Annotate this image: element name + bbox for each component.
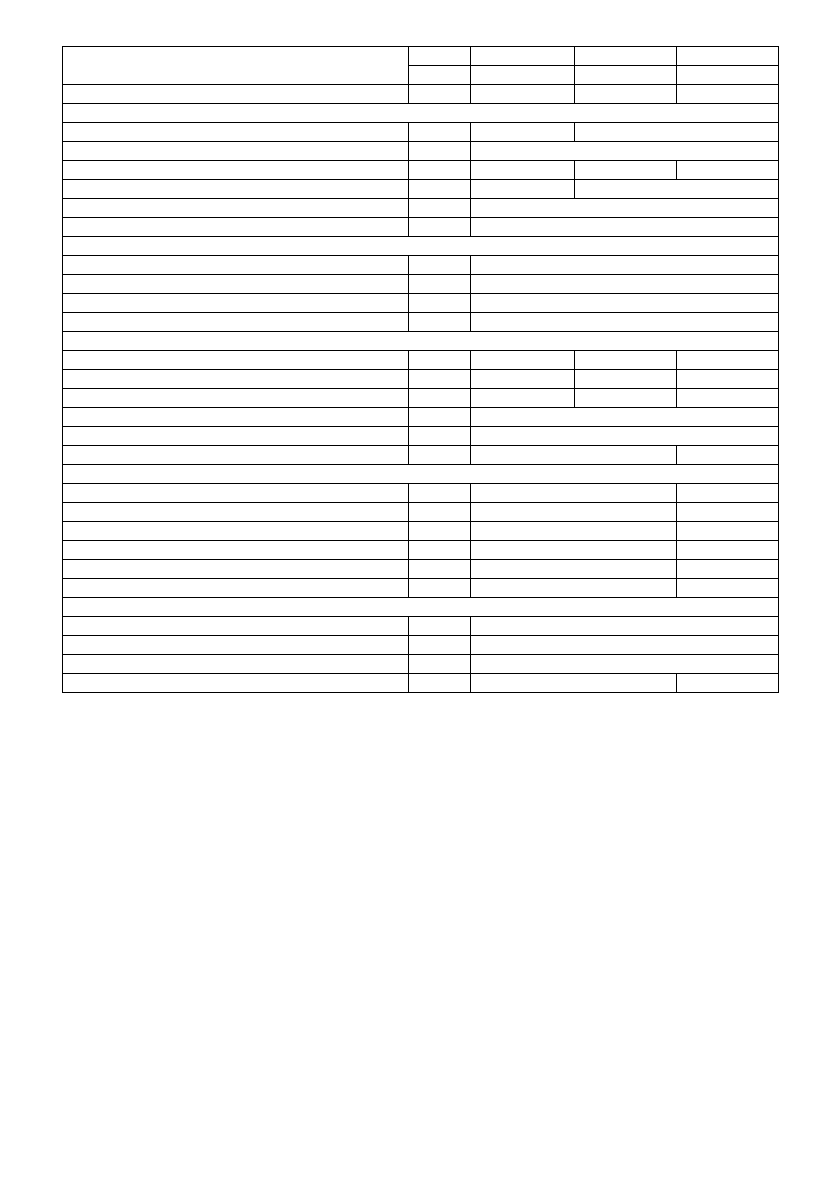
row-5-1-label <box>63 617 409 636</box>
row-5-3-value <box>471 655 779 674</box>
row-5-2-unit <box>409 636 471 655</box>
header-cell-value-3 <box>677 47 779 66</box>
row-2-2-unit <box>409 275 471 294</box>
row-5-1-unit <box>409 617 471 636</box>
row-3-6-value-2 <box>677 446 779 465</box>
row-4-5-value-1 <box>471 560 677 579</box>
row-3-4-unit <box>409 408 471 427</box>
section-5-title <box>63 598 779 617</box>
row-4-5 <box>63 560 779 579</box>
row-1-4-value-1 <box>471 180 575 199</box>
row-5-3 <box>63 655 779 674</box>
row-4-6 <box>63 579 779 598</box>
row-4-6-value-1 <box>471 579 677 598</box>
header-cell-value-1 <box>471 47 575 66</box>
section-4-title <box>63 465 779 484</box>
row-3-1-value-3 <box>677 351 779 370</box>
row-3-4-label <box>63 408 409 427</box>
row-4-1-value-2 <box>677 484 779 503</box>
row-3-1-value-2 <box>575 351 677 370</box>
specification-table <box>62 46 779 693</box>
row-3-2-label <box>63 370 409 389</box>
header3-value-3 <box>677 85 779 104</box>
row-3-6 <box>63 446 779 465</box>
row-2-2-value <box>471 275 779 294</box>
row-2-1-value <box>471 256 779 275</box>
row-4-4-label <box>63 541 409 560</box>
row-3-6-label <box>63 446 409 465</box>
row-1-6-label <box>63 218 409 237</box>
section-1-title <box>63 104 779 123</box>
row-1-6-unit <box>409 218 471 237</box>
row-4-2-value-2 <box>677 503 779 522</box>
row-4-3-value-1 <box>471 522 677 541</box>
row-1-4-value-2 <box>575 180 779 199</box>
row-4-3 <box>63 522 779 541</box>
row-3-2-value-2 <box>575 370 677 389</box>
row-5-2-value <box>471 636 779 655</box>
header3-value-1 <box>471 85 575 104</box>
row-3-3 <box>63 389 779 408</box>
row-3-2 <box>63 370 779 389</box>
row-4-5-value-2 <box>677 560 779 579</box>
row-2-3-label <box>63 294 409 313</box>
row-3-6-unit <box>409 446 471 465</box>
row-4-6-label <box>63 579 409 598</box>
row-2-4-value <box>471 313 779 332</box>
row-1-1-label <box>63 123 409 142</box>
row-4-4 <box>63 541 779 560</box>
row-4-6-value-2 <box>677 579 779 598</box>
row-5-1 <box>63 617 779 636</box>
header2-cell-value-2 <box>575 66 677 85</box>
row-3-1 <box>63 351 779 370</box>
row-3-4-value <box>471 408 779 427</box>
row-2-1-unit <box>409 256 471 275</box>
row-1-4-label <box>63 180 409 199</box>
row-2-1 <box>63 256 779 275</box>
row-1-5-unit <box>409 199 471 218</box>
row-4-3-unit <box>409 522 471 541</box>
row-5-4-value-1 <box>471 674 677 693</box>
header2-cell-unit <box>409 66 471 85</box>
header3-label <box>63 85 409 104</box>
row-5-2-label <box>63 636 409 655</box>
row-3-2-value-1 <box>471 370 575 389</box>
row-3-1-value-1 <box>471 351 575 370</box>
section-3-title-row <box>63 332 779 351</box>
row-5-4-label <box>63 674 409 693</box>
row-1-5 <box>63 199 779 218</box>
row-4-1 <box>63 484 779 503</box>
row-1-3-value-2 <box>575 161 677 180</box>
row-4-2-unit <box>409 503 471 522</box>
header-row-3 <box>63 85 779 104</box>
row-3-2-unit <box>409 370 471 389</box>
row-3-3-unit <box>409 389 471 408</box>
row-1-2 <box>63 142 779 161</box>
row-1-2-unit <box>409 142 471 161</box>
section-2-title-row <box>63 237 779 256</box>
row-5-4-unit <box>409 674 471 693</box>
section-5-title-row <box>63 598 779 617</box>
row-4-4-value-2 <box>677 541 779 560</box>
row-1-1 <box>63 123 779 142</box>
row-4-6-unit <box>409 579 471 598</box>
row-4-1-unit <box>409 484 471 503</box>
row-3-5 <box>63 427 779 446</box>
row-1-1-value-1 <box>471 123 575 142</box>
row-4-2-value-1 <box>471 503 677 522</box>
row-2-3-unit <box>409 294 471 313</box>
row-3-6-value-1 <box>471 446 677 465</box>
row-4-1-value-1 <box>471 484 677 503</box>
row-1-6-value <box>471 218 779 237</box>
row-2-4-unit <box>409 313 471 332</box>
row-5-4 <box>63 674 779 693</box>
row-2-1-label <box>63 256 409 275</box>
row-1-3-label <box>63 161 409 180</box>
row-4-5-label <box>63 560 409 579</box>
row-3-3-label <box>63 389 409 408</box>
section-3-title <box>63 332 779 351</box>
row-5-3-label <box>63 655 409 674</box>
row-1-3 <box>63 161 779 180</box>
row-1-5-value <box>471 199 779 218</box>
row-5-3-unit <box>409 655 471 674</box>
header2-cell-value-3 <box>677 66 779 85</box>
row-1-1-unit <box>409 123 471 142</box>
row-2-2 <box>63 275 779 294</box>
row-1-2-value <box>471 142 779 161</box>
row-2-2-label <box>63 275 409 294</box>
row-2-3-value <box>471 294 779 313</box>
row-4-4-value-1 <box>471 541 677 560</box>
header-row-1 <box>63 47 779 66</box>
row-1-1-value-2 <box>575 123 779 142</box>
row-3-5-label <box>63 427 409 446</box>
row-3-3-value-1 <box>471 389 575 408</box>
row-3-4 <box>63 408 779 427</box>
section-2-title <box>63 237 779 256</box>
row-1-3-value-1 <box>471 161 575 180</box>
row-4-4-unit <box>409 541 471 560</box>
row-5-1-value <box>471 617 779 636</box>
row-1-5-label <box>63 199 409 218</box>
row-1-4 <box>63 180 779 199</box>
header-label-cell <box>63 47 409 85</box>
row-3-5-unit <box>409 427 471 446</box>
header3-value-2 <box>575 85 677 104</box>
row-5-2 <box>63 636 779 655</box>
row-4-2 <box>63 503 779 522</box>
row-1-6 <box>63 218 779 237</box>
row-4-3-value-2 <box>677 522 779 541</box>
row-2-4 <box>63 313 779 332</box>
header2-cell-value-1 <box>471 66 575 85</box>
row-3-1-label <box>63 351 409 370</box>
row-4-1-label <box>63 484 409 503</box>
row-3-5-value <box>471 427 779 446</box>
row-2-4-label <box>63 313 409 332</box>
row-3-1-unit <box>409 351 471 370</box>
row-4-2-label <box>63 503 409 522</box>
row-3-2-value-3 <box>677 370 779 389</box>
header-cell-unit <box>409 47 471 66</box>
header3-unit <box>409 85 471 104</box>
row-1-3-value-3 <box>677 161 779 180</box>
row-3-3-value-3 <box>677 389 779 408</box>
row-4-3-label <box>63 522 409 541</box>
section-4-title-row <box>63 465 779 484</box>
row-3-3-value-2 <box>575 389 677 408</box>
row-2-3 <box>63 294 779 313</box>
section-1-title-row <box>63 104 779 123</box>
row-1-3-unit <box>409 161 471 180</box>
row-1-4-unit <box>409 180 471 199</box>
row-1-2-label <box>63 142 409 161</box>
row-5-4-value-2 <box>677 674 779 693</box>
header-cell-value-2 <box>575 47 677 66</box>
row-4-5-unit <box>409 560 471 579</box>
